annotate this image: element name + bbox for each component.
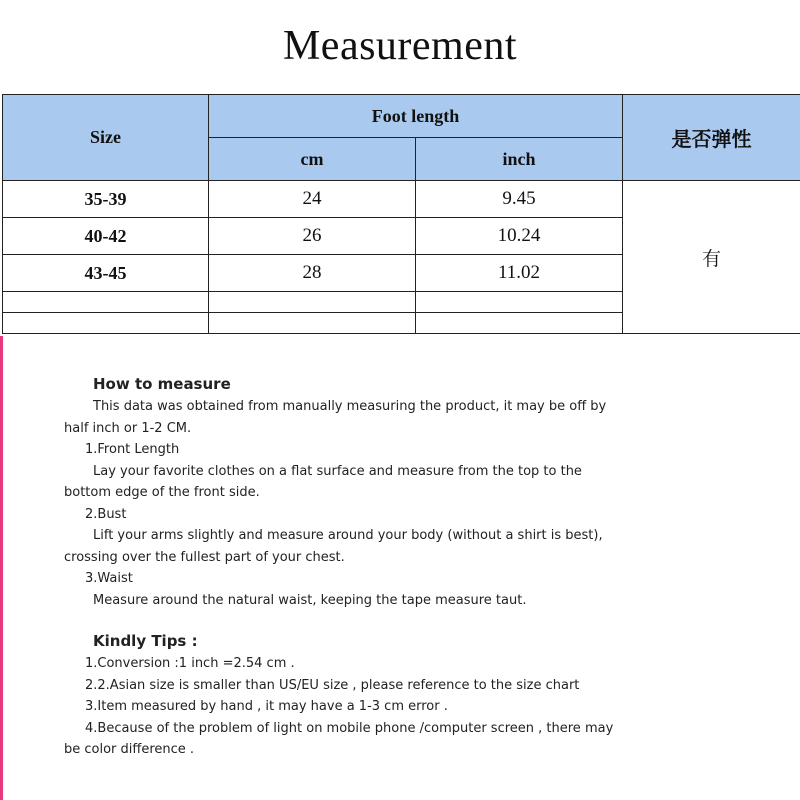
tip-item: 1.Conversion :1 inch =2.54 cm .: [85, 656, 295, 671]
tip-item: 4.Because of the problem of light on mobile phone /computer screen , there may: [85, 720, 614, 736]
inch-cell: 10.24: [416, 218, 623, 255]
header-cm: cm: [209, 138, 416, 181]
intro-text-continued: half inch or 1-2 CM.: [64, 420, 192, 436]
how-to-measure-heading: How to measure: [93, 375, 231, 393]
size-cell: 43-45: [3, 255, 209, 292]
cm-cell: 24: [209, 181, 416, 218]
page-title: Measurement: [282, 23, 518, 69]
cm-cell: 28: [209, 255, 416, 292]
measure-item-title: 3.Waist: [85, 571, 133, 586]
header-size: Size: [3, 95, 209, 181]
measure-item-text: Lift your arms slightly and measure around your body (without a shirt is best),: [93, 528, 603, 543]
size-table: [2, 94, 800, 334]
measure-item-text-continued: crossing over the fullest part of your chest.: [64, 549, 345, 565]
measure-item-title: 2.Bust: [85, 506, 127, 522]
empty-cell: [3, 313, 209, 334]
elastic-cell: 有: [623, 181, 800, 334]
inch-cell: 11.02: [416, 255, 623, 292]
intro-text: This data was obtained from manually measuring the product, it may be off by: [93, 399, 607, 414]
inch-cell: 9.45: [416, 181, 623, 218]
table-row: [3, 181, 800, 218]
kindly-tips-heading: Kindly Tips :: [93, 632, 198, 650]
left-accent-bar: [0, 336, 3, 800]
size-cell: 40-42: [3, 218, 209, 255]
cm-cell: 26: [209, 218, 416, 255]
section-spacer: [64, 611, 664, 629]
tip-item: 3.Item measured by hand , it may have a 1-3 cm error .: [85, 699, 448, 714]
tip-item: 2.2.Asian size is smaller than US/EU size , please reference to the size chart: [85, 677, 580, 693]
measure-item-text-continued: bottom edge of the front side.: [64, 485, 260, 500]
measure-item-text: Lay your favorite clothes on a flat surface and measure from the top to the: [93, 463, 582, 479]
empty-cell: [416, 292, 623, 313]
empty-cell: [3, 292, 209, 313]
empty-cell: [209, 292, 416, 313]
measure-item-title: 1.Front Length: [85, 442, 180, 457]
instructions-section: [64, 372, 664, 761]
empty-cell: [416, 313, 623, 334]
size-cell: 35-39: [3, 181, 209, 218]
header-elastic: 是否弹性: [623, 95, 800, 181]
header-inch: inch: [416, 138, 623, 181]
measure-item-text: Measure around the natural waist, keeping the tape measure taut.: [93, 592, 527, 608]
tip-item-continued: be color difference .: [64, 742, 195, 757]
header-foot-length: Foot length: [209, 95, 623, 138]
empty-cell: [209, 313, 416, 334]
